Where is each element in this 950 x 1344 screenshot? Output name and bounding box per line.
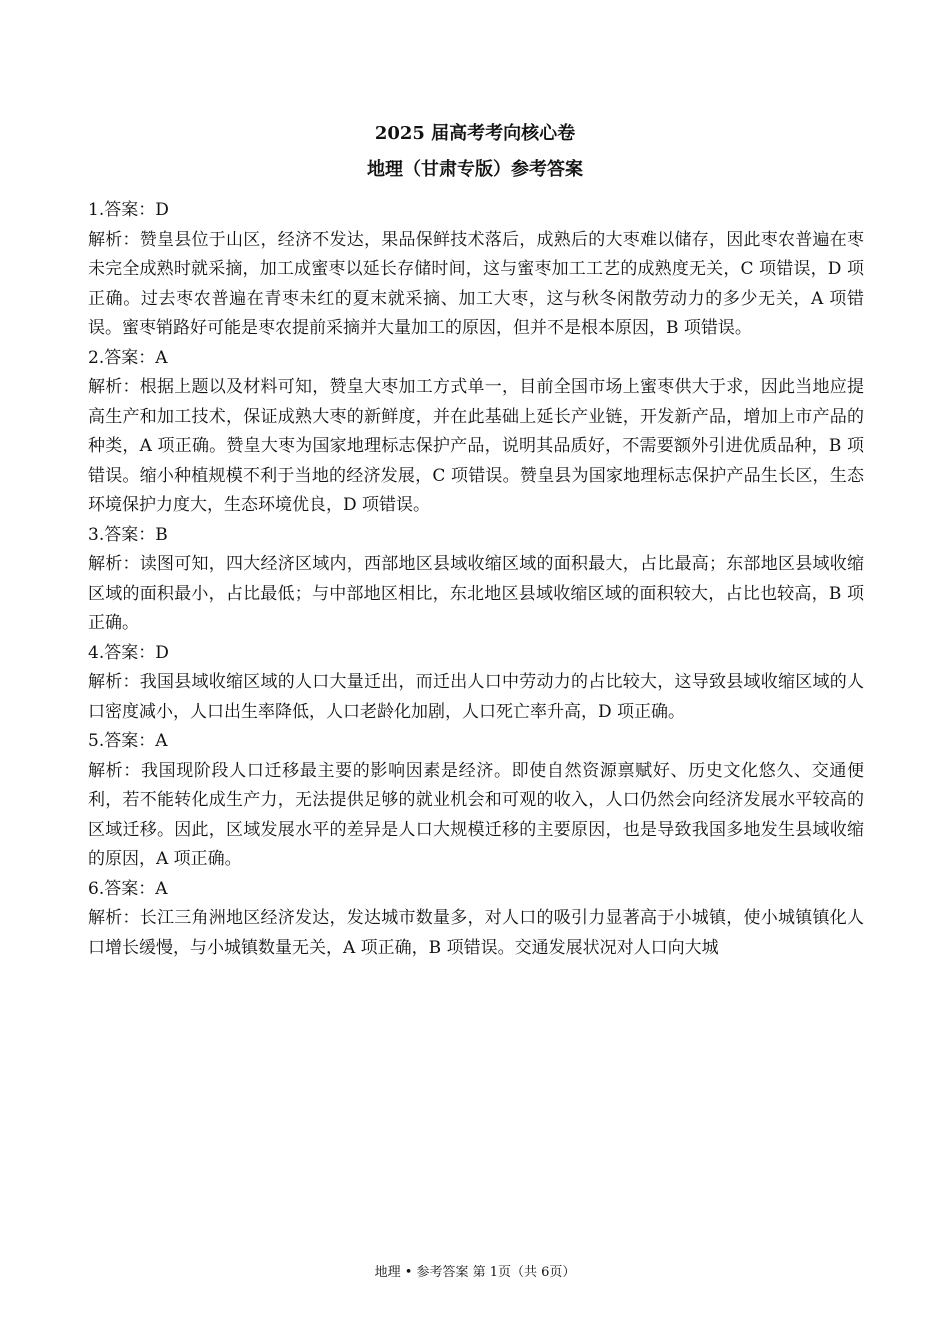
- analysis-paragraph: 解析：根据上题以及材料可知，赞皇大枣加工方式单一，目前全国市场上蜜枣供大于求，因此当地应提高生产和加工技术，保证成熟大枣的新鲜度，并在此基础上延长产业链，开发新产品，增加上市产品的种类，A 项正确。赞皇大枣为国家地理标志保护产品，说明其品质好，不需要额外引进优质品种，B 项错误。缩小种植规模不利于当地的经济发展，C 项错误。赞皇县为国家地理标志保护产品生长区，生态环境保护力度大，生态环境优良，D 项错误。: [88, 377, 864, 515]
- analysis-paragraph: 解析：读图可知，四大经济区域内，西部地区县域收缩区域的面积最大，占比最高；东部地区县域收缩区域的面积最小，占比最低；与中部地区相比，东北地区县域收缩区域的面积较大，占比也较高，B 项正确。: [88, 554, 864, 633]
- answer-item-3: [88, 521, 864, 639]
- document-subtitle: 地理（甘肃专版）参考答案: [367, 159, 583, 180]
- analysis-paragraph: 解析：赞皇县位于山区，经济不发达，果品保鲜技术落后，成熟后的大枣难以储存，因此枣农普遍在枣未完全成熟时就采摘，加工成蜜枣以延长存储时间，这与蜜枣加工工艺的成熟度无关，C 项错误，D 项正确。过去枣农普遍在青枣未红的夏末就采摘、加工大枣，这与秋冬闲散劳动力的多少无关，A 项错误。蜜枣销路好可能是枣农提前采摘并大量加工的原因，但并不是根本原因，B 项错误。: [88, 229, 864, 338]
- answer-item-5: [88, 727, 864, 875]
- answer-item-1: [88, 196, 864, 344]
- answer-line: 3.答案：B: [88, 524, 168, 545]
- answer-item-6: [88, 875, 864, 964]
- answer-item-2: [88, 344, 864, 521]
- answer-line: 5.答案：A: [88, 731, 168, 751]
- answer-line: 4.答案：D: [88, 642, 169, 663]
- analysis-paragraph: 解析：我国现阶段人口迁移最主要的影响因素是经济。即使自然资源禀赋好、历史文化悠久、交通便利，若不能转化成生产力，无法提供足够的就业机会和可观的收入，人口仍然会向经济发展水平较高的区域迁移。因此，区域发展水平的差异是人口大规模迁移的主要原因，也是导致我国多地发生县域收缩的原因，A 项正确。: [88, 760, 864, 869]
- answer-list: [88, 196, 864, 963]
- answer-line: 2.答案：A: [88, 347, 168, 368]
- answer-item-4: [88, 639, 864, 728]
- answer-line: 6.答案：A: [88, 878, 168, 899]
- page-footer: 地理 • 参考答案 第 1页（共 6页）: [374, 1265, 576, 1280]
- analysis-paragraph: 解析：我国县域收缩区域的人口大量迁出，而迁出人口中劳动力的占比较大，这导致县域收缩区域的人口密度减小，人口出生率降低，人口老龄化加剧，人口死亡率升高，D 项正确。: [88, 672, 864, 722]
- document-title: 2025 届高考考向核心卷: [374, 123, 576, 144]
- analysis-paragraph: 解析：长江三角洲地区经济发达，发达城市数量多，对人口的吸引力显著高于小城镇，使小城镇镇化人口增长缓慢，与小城镇数量无关，A 项正确，B 项错误。交通发展状况对人口向大城: [88, 908, 864, 958]
- answer-line: 1.答案：D: [88, 200, 169, 220]
